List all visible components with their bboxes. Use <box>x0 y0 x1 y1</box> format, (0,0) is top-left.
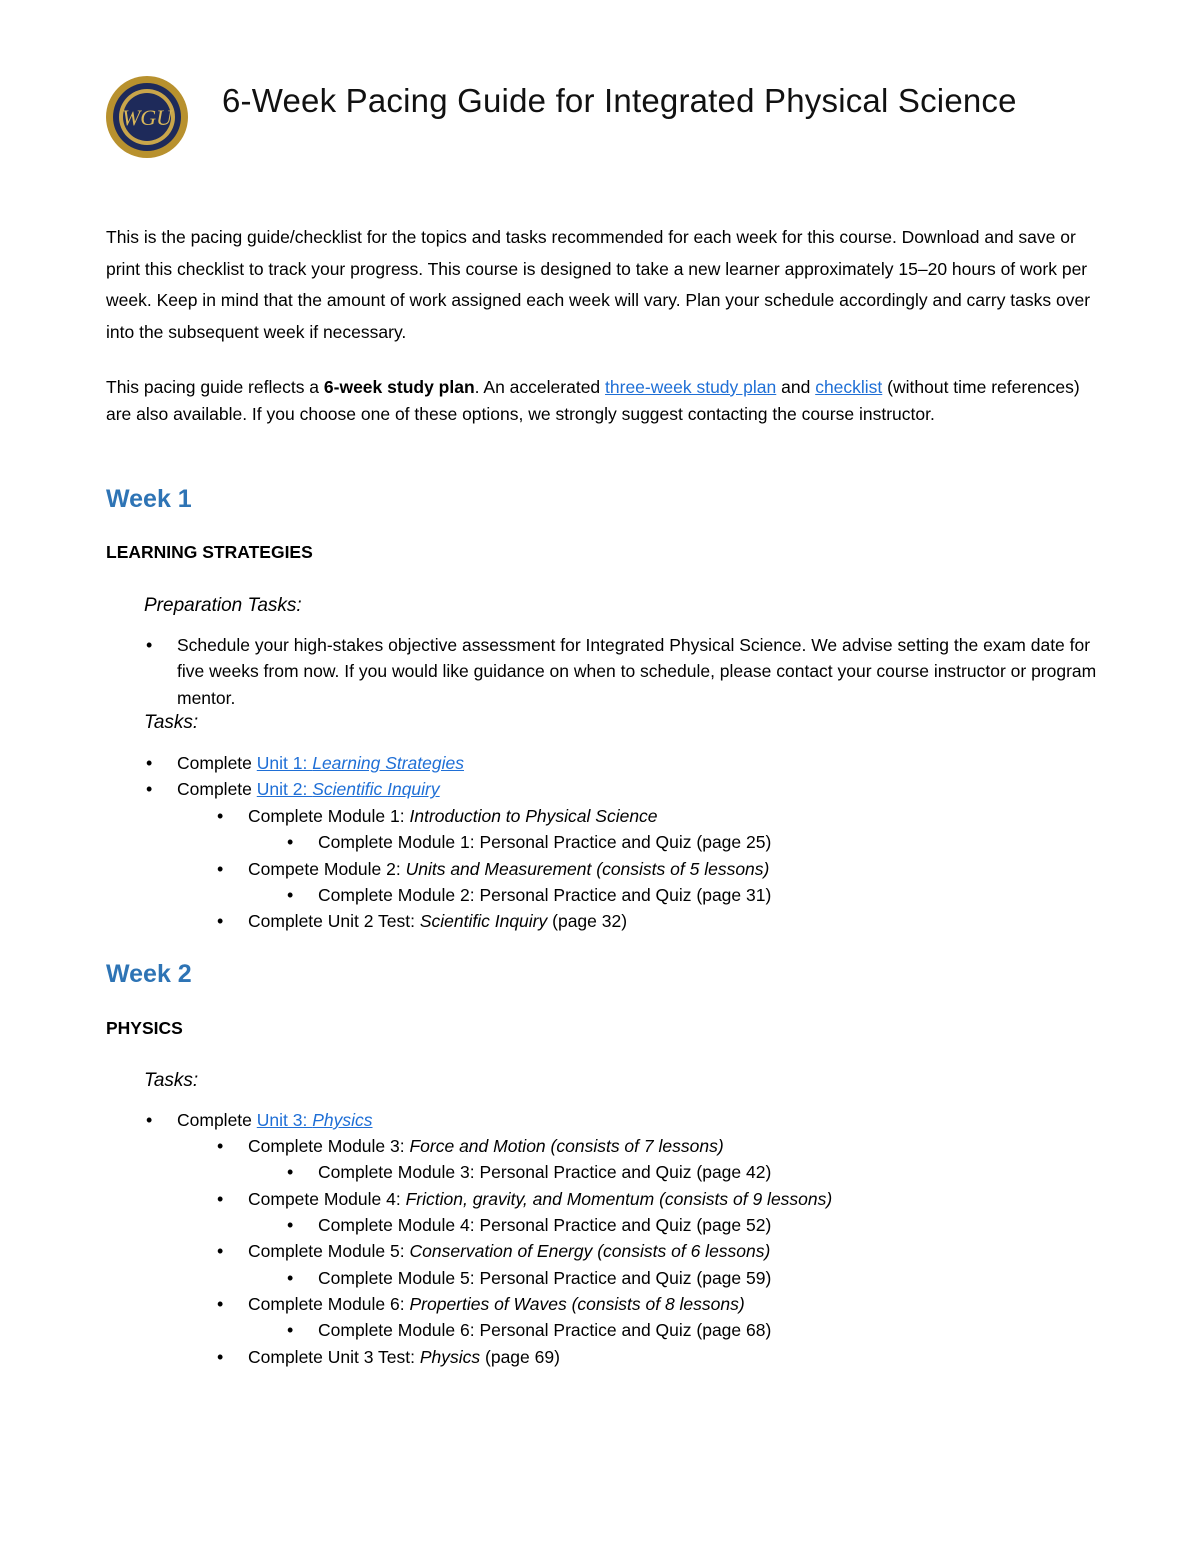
week-2-unit-test <box>248 1344 560 1370</box>
week-1-module-2-quiz <box>318 882 771 908</box>
week-1-heading: Week 1 <box>106 485 192 513</box>
list-item: • Complete Module 6: Personal Practice and Quiz (page 68) <box>318 1317 771 1343</box>
list-item: • Complete Module 6: Properties of Waves (consists of 8 lessons) <box>248 1291 745 1317</box>
list-item: • Complete Unit 2 Test: Scientific Inquiry (page 32) <box>248 908 627 934</box>
list-item: • Complete Module 3: Personal Practice and Quiz (page 42) <box>318 1159 771 1185</box>
list-item: • Complete Module 5: Conservation of Energy (consists of 6 lessons) <box>248 1238 770 1264</box>
list-item: • Complete Unit 3 Test: Physics (page 69) <box>248 1344 560 1370</box>
list-item: • Complete Unit 2: Scientific Inquiry <box>177 776 464 802</box>
week-2-section: PHYSICS <box>106 1018 183 1038</box>
list-item: • Complete Module 1: Introduction to Physical Science <box>248 803 658 829</box>
page-title: 6-Week Pacing Guide for Integrated Physical Science <box>222 82 1017 119</box>
list-item: • Schedule your high-stakes objective assessment for Integrated Physical Science. We advise setting the exam date for five weeks from now. If you would like guidance on when to schedule, please contact your course instructor or program mentor. <box>177 632 1097 711</box>
week-1-module-1-quiz <box>318 829 771 855</box>
week-2-module-4 <box>248 1186 832 1212</box>
list-item: • Complete Module 5: Personal Practice and Quiz (page 59) <box>318 1265 771 1291</box>
intro-paragraph: This is the pacing guide/checklist for the topics and tasks recommended for each week for this course. Download and save or print this checklist to track your progress. This course is designed to take a new learner approximately 15–20 hours of work per week. Keep in mind that the amount of work assigned each week will vary. Plan your schedule accordingly and carry tasks over into the subsequent week if necessary. <box>106 227 1091 342</box>
unit-2-link[interactable]: Unit 2: Scientific Inquiry <box>256 779 440 800</box>
week-1-section: LEARNING STRATEGIES <box>106 542 313 562</box>
unit-3-link[interactable]: Unit 3: Physics <box>256 1110 373 1130</box>
week-1-prep-list <box>177 632 1097 711</box>
svg-text:WGU: WGU <box>121 105 173 130</box>
list-item: • Complete Unit 1: Learning Strategies <box>177 750 464 776</box>
list-item: • Complete Unit 3: Physics <box>177 1107 373 1133</box>
week-2-module-5 <box>248 1238 770 1264</box>
list-item: • Compete Module 4: Friction, gravity, and Momentum (consists of 9 lessons) <box>248 1186 832 1212</box>
week-2-unit-list <box>177 1107 373 1133</box>
week-2-tasks-label: Tasks: <box>144 1070 199 1091</box>
wgu-seal-logo-icon <box>105 75 189 159</box>
three-week-plan-link[interactable]: three-week study plan <box>605 377 777 397</box>
plan-bold: 6-week study plan <box>323 377 475 397</box>
list-item: • Complete Module 4: Personal Practice and Quiz (page 52) <box>318 1212 771 1238</box>
week-1-unit-list <box>177 750 464 803</box>
list-item: • Compete Module 2: Units and Measurement (consists of 5 lessons) <box>248 856 769 882</box>
week-1-module-1 <box>248 803 658 829</box>
checklist-link[interactable]: checklist <box>815 377 883 397</box>
week-2-heading: Week 2 <box>106 960 192 988</box>
week-2-module-5-quiz <box>318 1265 771 1291</box>
plan-paragraph: This pacing guide reflects a 6-week study plan. An accelerated three-week study plan and checklist (without time references) are also available. If you choose one of these options, we strongly suggest contacting the course instructor. <box>106 377 1080 424</box>
list-item: • Complete Module 2: Personal Practice and Quiz (page 31) <box>318 882 771 908</box>
list-item: • Complete Module 3: Force and Motion (consists of 7 lessons) <box>248 1133 724 1159</box>
week-2-module-6 <box>248 1291 745 1317</box>
week-1-module-2 <box>248 856 769 882</box>
week-2-module-3 <box>248 1133 724 1159</box>
week-2-module-4-quiz <box>318 1212 771 1238</box>
list-item: • Complete Module 1: Personal Practice and Quiz (page 25) <box>318 829 771 855</box>
week-2-module-6-quiz <box>318 1317 771 1343</box>
week-2-module-3-quiz <box>318 1159 771 1185</box>
week-1-unit-test <box>248 908 627 934</box>
week-1-prep-label: Preparation Tasks: <box>144 595 302 616</box>
week-1-tasks-label: Tasks: <box>144 712 199 733</box>
unit-1-link[interactable]: Unit 1: Learning Strategies <box>256 753 464 773</box>
